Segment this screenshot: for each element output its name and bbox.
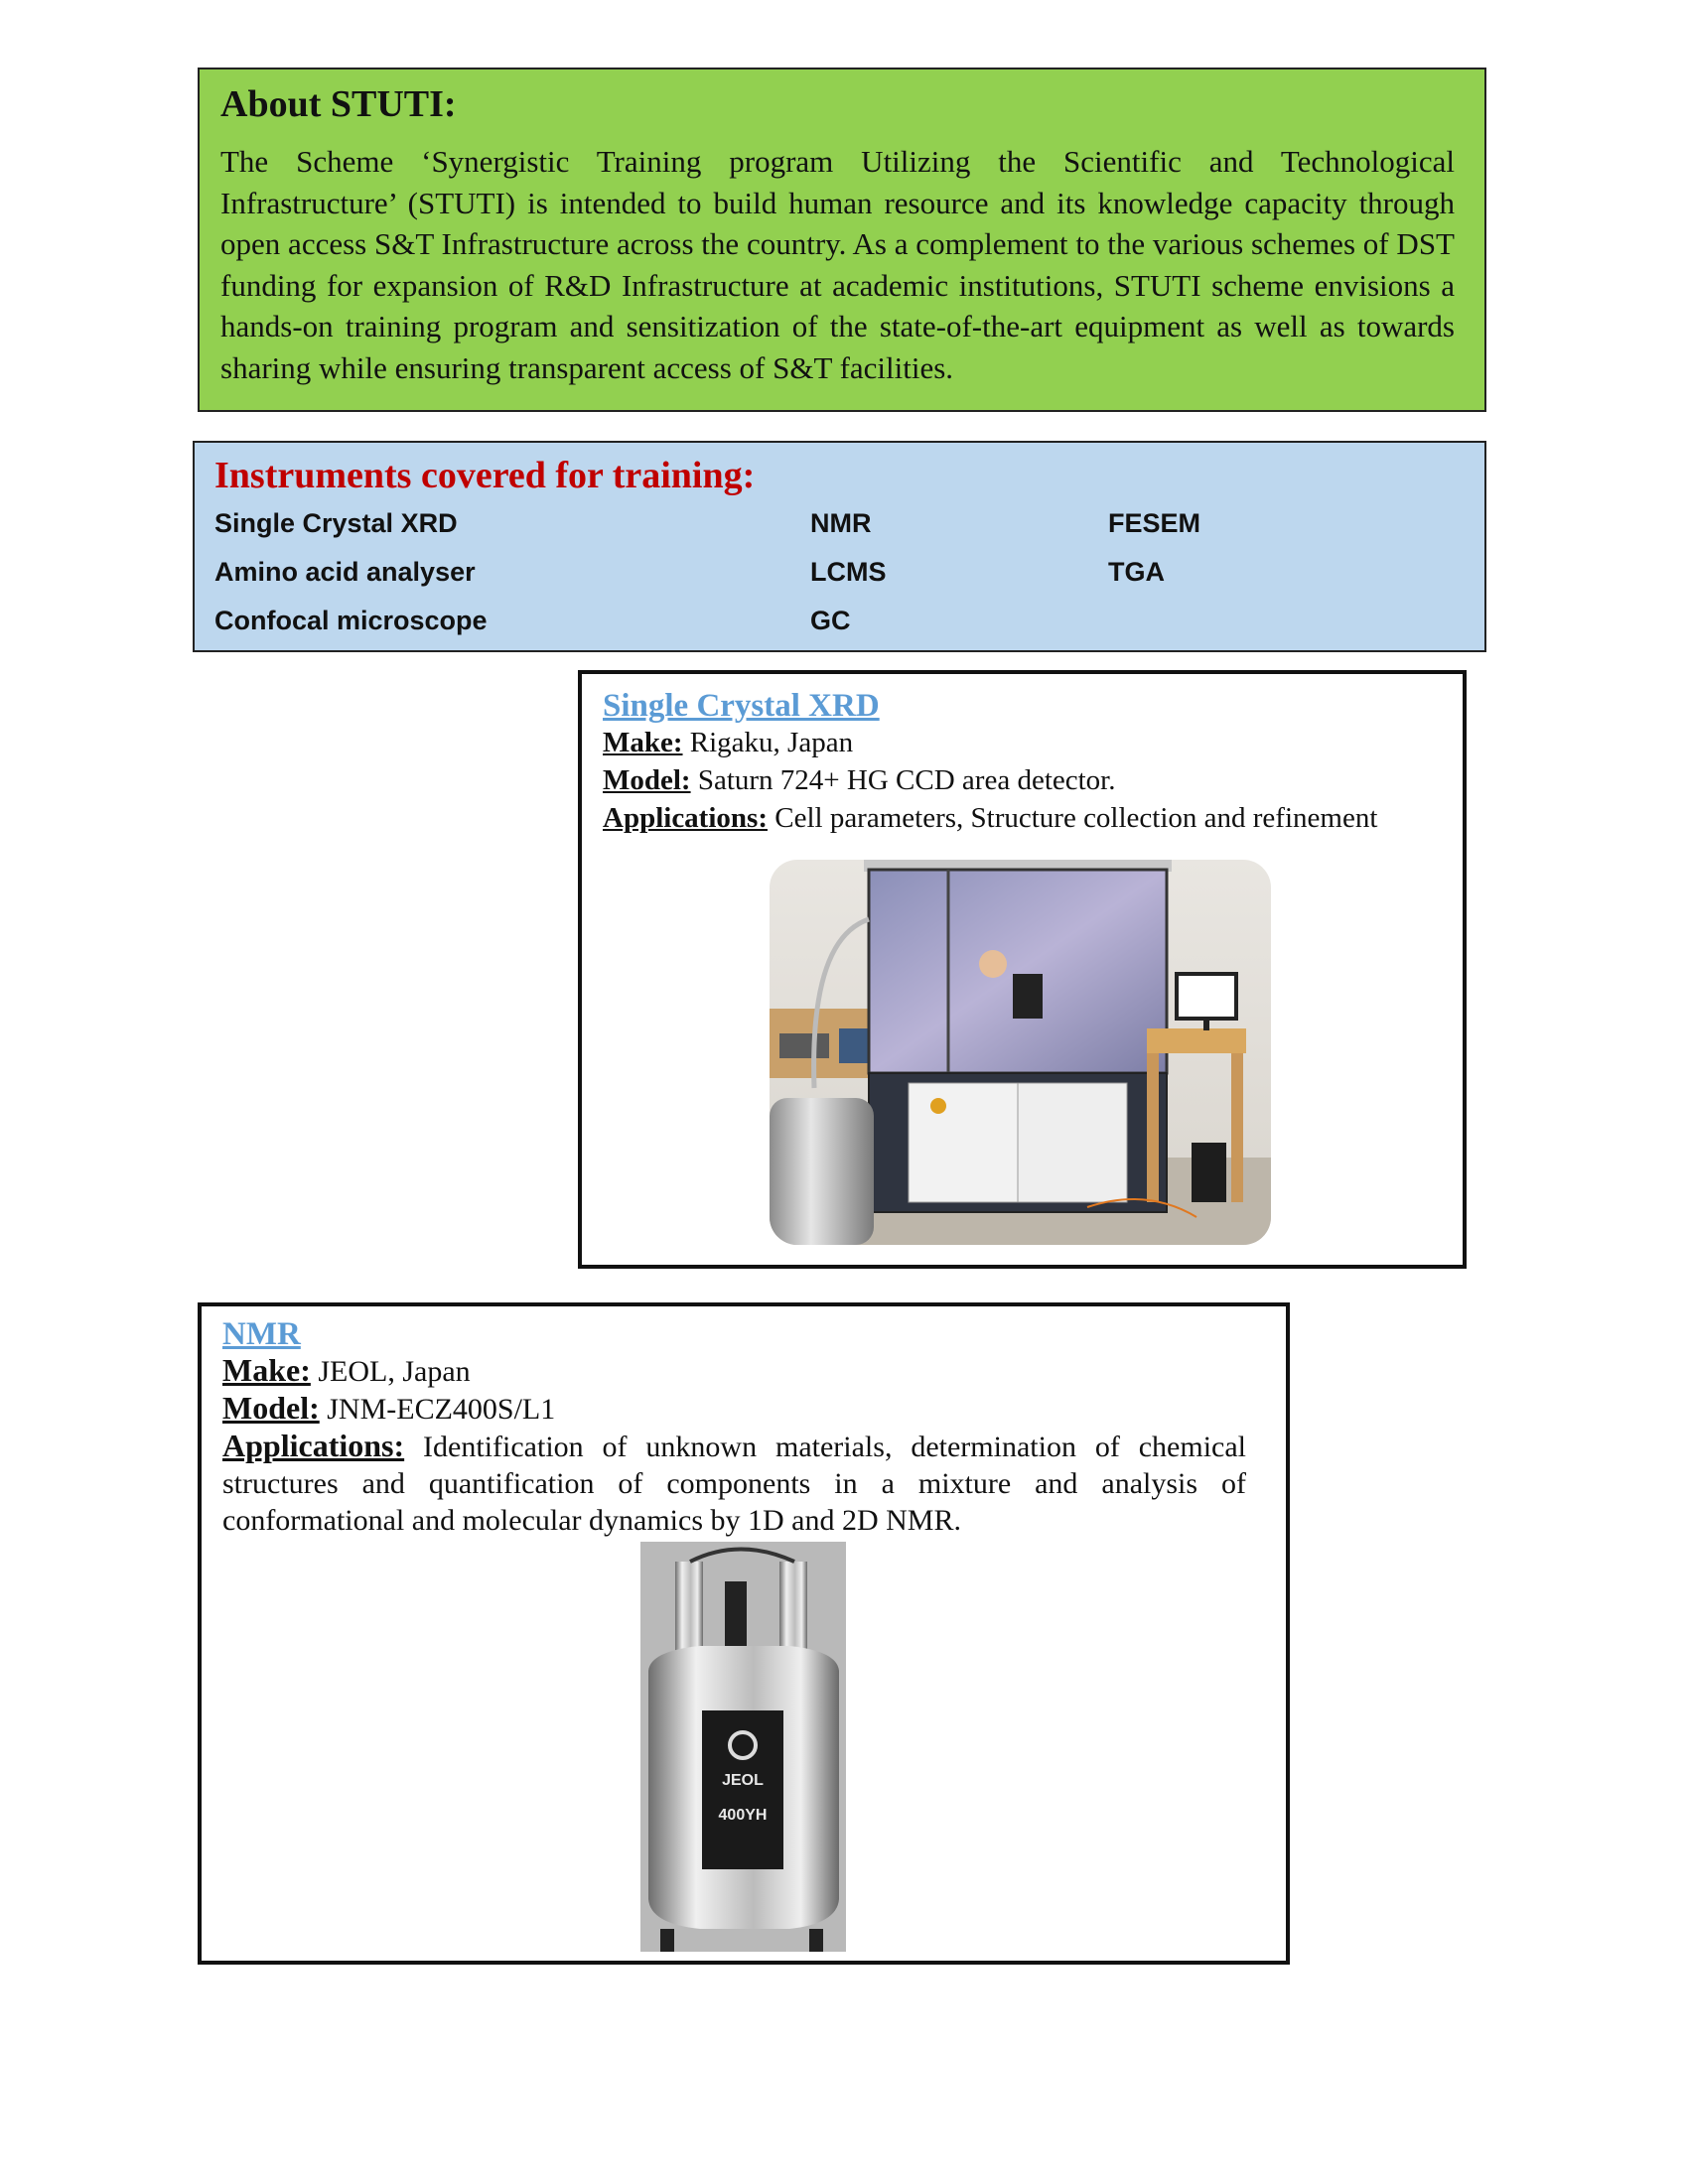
instrument-item: LCMS xyxy=(810,557,887,587)
nmr-title-link[interactable]: NMR xyxy=(222,1316,301,1352)
instruments-list xyxy=(214,506,1484,655)
make-label: Make: xyxy=(222,1352,311,1388)
applications-label: Applications: xyxy=(603,802,768,834)
nmr-make-value: JEOL, Japan xyxy=(318,1355,471,1388)
applications-label: Applications: xyxy=(222,1428,405,1463)
about-body: The Scheme ‘Synergistic Training program Utilizing the Scientific and Technological Infrastructure’ (STUTI) is intended to build human resource and its knowledge capacity through open access S&T Infrastructure across the country. As a complement to the various schemes of DST funding for expansion of R&D Infrastructure at academic institutions, STUTI scheme envisions a hands-on training program and sensitization of the state-of-the-art equipment as well as towards sharing while ensuring transparent access of S&T facilities. xyxy=(220,144,1455,385)
xrd-model-value: Saturn 724+ HG CCD area detector. xyxy=(697,764,1116,796)
jeol-logo-text: JEOL xyxy=(722,1772,764,1789)
xrd-make-value: Rigaku, Japan xyxy=(689,727,854,758)
xrd-model-row xyxy=(603,761,1463,799)
instrument-item: Single Crystal XRD xyxy=(214,508,458,538)
nmr-applications-row xyxy=(222,1428,1246,1539)
nmr-make-row xyxy=(222,1352,1246,1390)
nmr-model-row xyxy=(222,1390,1246,1428)
nmr-magnet-photo xyxy=(640,1542,846,1952)
xrd-make-row xyxy=(603,724,1463,761)
about-stuti-box xyxy=(198,68,1486,412)
make-label: Make: xyxy=(603,727,683,758)
nmr-photo-illustration xyxy=(640,1542,846,1952)
instrument-item: Confocal microscope xyxy=(214,606,488,635)
instrument-item: NMR xyxy=(810,508,872,538)
magnet-model-plate: 400YH xyxy=(718,1807,768,1824)
instruments-box xyxy=(193,441,1486,652)
nmr-model-value: JNM-ECZ400S/L1 xyxy=(327,1393,556,1426)
instrument-item: FESEM xyxy=(1108,508,1201,538)
nmr-applications-value: Identification of unknown materials, determination of chemical structures and quantification of components in a mixture and analysis of conformational and molecular dynamics by 1D and 2D NMR. xyxy=(222,1431,1247,1537)
about-heading: About STUTI: xyxy=(220,83,457,125)
xrd-applications-value: Cell parameters, Structure collection and refinement xyxy=(774,802,1378,834)
xrd-title-link[interactable]: Single Crystal XRD xyxy=(603,688,880,724)
xrd-photo-illustration xyxy=(770,860,1271,1245)
xrd-instrument-photo xyxy=(770,860,1271,1245)
instrument-item: TGA xyxy=(1108,557,1165,587)
xrd-applications-row xyxy=(603,799,1463,837)
model-label: Model: xyxy=(603,764,691,796)
instrument-item: Amino acid analyser xyxy=(214,557,476,587)
instruments-heading: Instruments covered for training: xyxy=(214,455,756,496)
model-label: Model: xyxy=(222,1390,320,1426)
instrument-item: GC xyxy=(810,606,851,635)
